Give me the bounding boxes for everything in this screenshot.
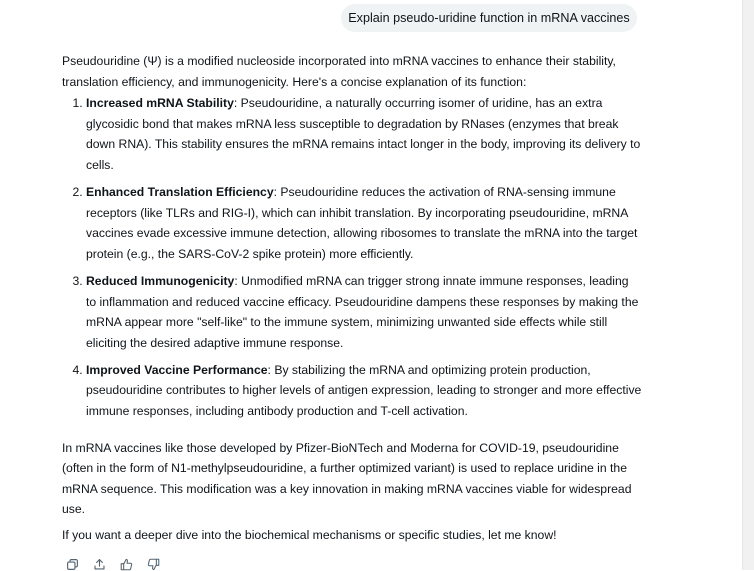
list-item	[86, 271, 642, 353]
share-icon[interactable]	[93, 558, 106, 571]
list-item	[86, 182, 642, 264]
list-item-text: : By stabilizing the mRNA and optimizing protein production, pseudouridine contributes to higher levels of antigen expression, leading to stronger and more effective immune responses, including antibody production and T-cell activation.	[86, 362, 642, 418]
response-intro: Pseudouridine (Ψ) is a modified nucleoside incorporated into mRNA vaccines to enhance their stability, translation efficiency, and immunogenicity. Here's a concise explanation of its function:	[62, 54, 616, 89]
scrollbar-track[interactable]	[742, 0, 754, 570]
thumbs-up-icon[interactable]	[120, 558, 133, 571]
user-message-bubble	[341, 4, 637, 32]
assistant-response	[62, 51, 642, 546]
list-item-text: : Unmodified mRNA can trigger strong innate immune responses, leading to inflammation and reduced vaccine efficacy. Pseudouridine dampens these responses by making the mRNA appear more "self-like" to the immune system, minimizing unwanted side effects while still eliciting the desired adaptive immune response.	[86, 273, 639, 350]
response-list	[62, 93, 642, 421]
thumbs-down-icon[interactable]	[147, 558, 160, 571]
list-item	[86, 93, 642, 175]
copy-icon[interactable]	[66, 558, 79, 571]
list-item-title: Improved Vaccine Performance	[86, 362, 268, 377]
list-item-title: Enhanced Translation Efficiency	[86, 185, 274, 200]
list-item-text: : Pseudouridine reduces the activation of RNA-sensing immune receptors (like TLRs and RIG-I), which can inhibit translation. By incorporating pseudouridine, mRNA vaccines evade excessive immune detection, allowing ribosomes to translate the mRNA into the target protein (e.g., the SARS-CoV-2 spike protein) more efficiently.	[86, 185, 638, 261]
list-item	[86, 360, 642, 422]
response-closing: If you want a deeper dive into the biochemical mechanisms or specific studies, let me know!	[62, 527, 557, 542]
list-item-text: : Pseudouridine, a naturally occurring isomer of uridine, has an extra glycosidic bond that makes mRNA less susceptible to degradation by RNases (enzymes that break down RNA). This stability ensures the mRNA remains intact longer in the body, improving its delivery to cells.	[86, 96, 641, 172]
list-item-title: Increased mRNA Stability	[86, 96, 234, 111]
response-paragraph: In mRNA vaccines like those developed by Pfizer-BioNTech and Moderna for COVID-19, pseudouridine (often in the form of N1-methylpseudouridine, a further optimized variant) is used to replace uridine in the mRNA sequence. This modification was a key innovation in making mRNA vaccines viable for widespread use.	[62, 440, 632, 517]
response-actions	[66, 557, 160, 571]
list-item-title: Reduced Immunogenicity	[86, 273, 235, 288]
user-message-text: Explain pseudo-uridine function in mRNA vaccines	[348, 11, 630, 25]
